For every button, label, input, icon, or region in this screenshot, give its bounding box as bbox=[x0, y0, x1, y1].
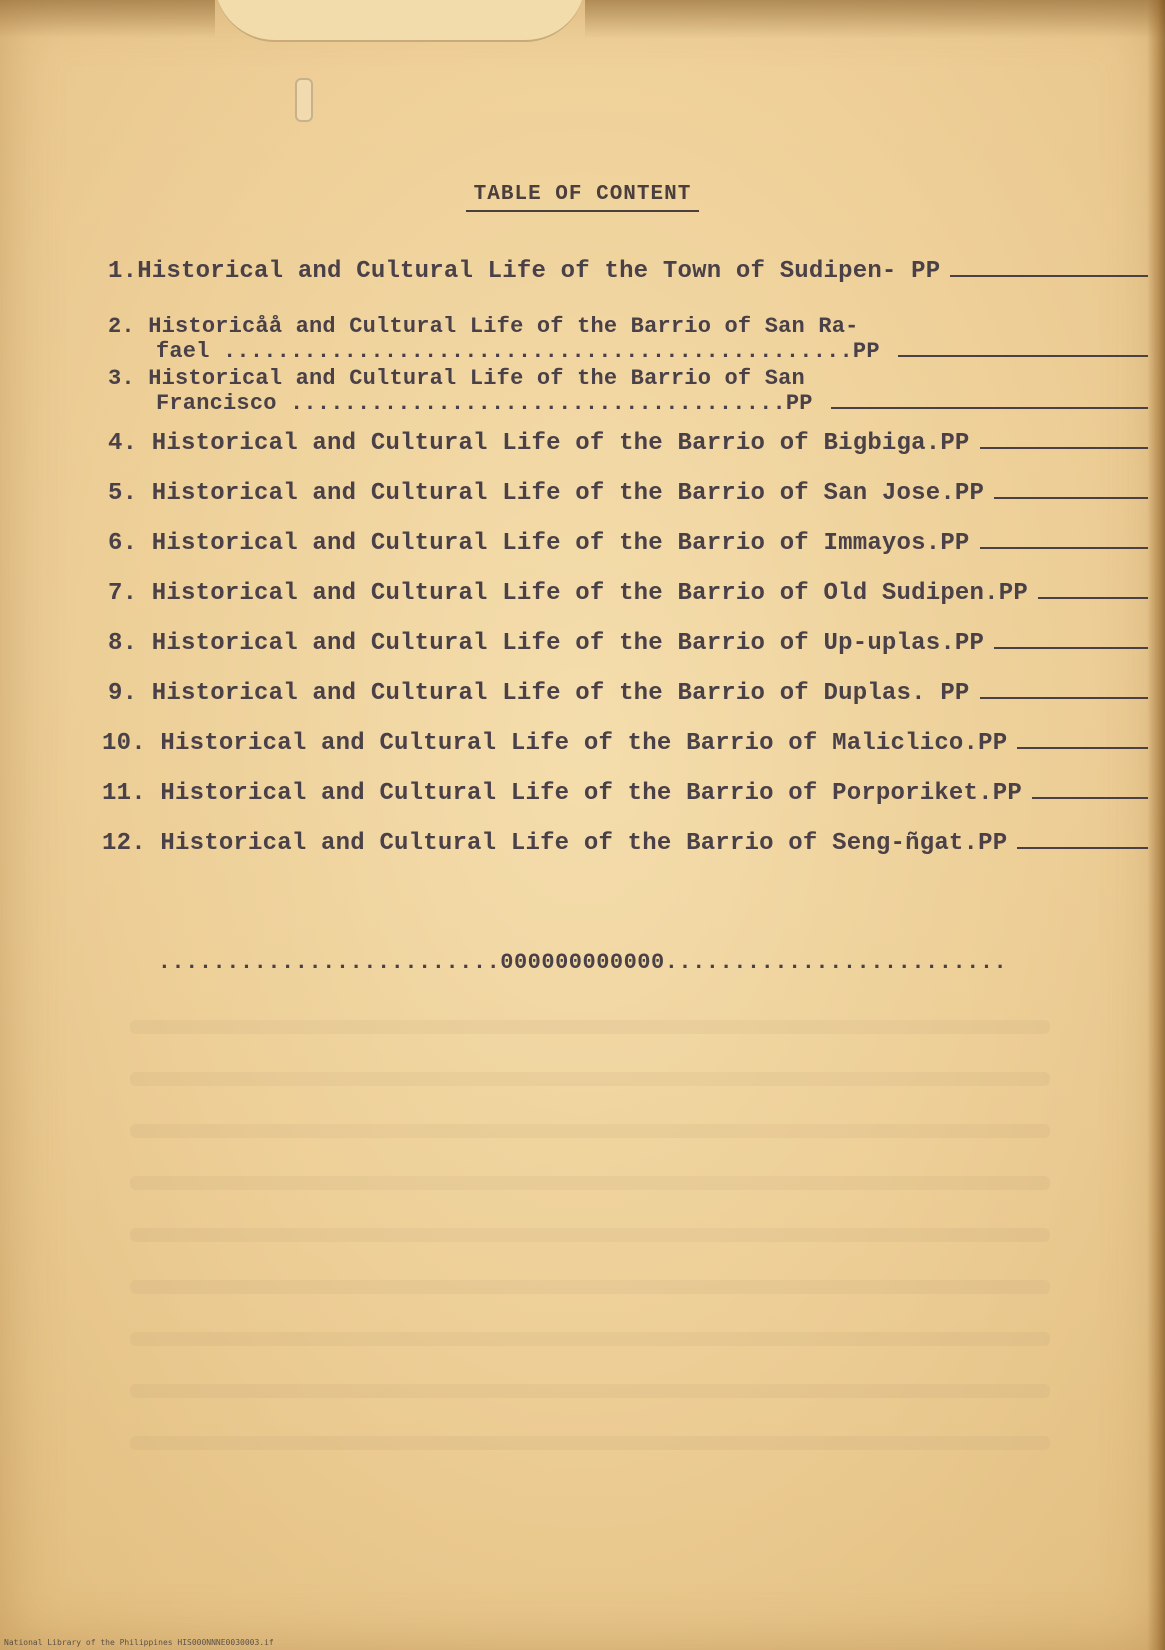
toc-entry bbox=[102, 730, 1148, 780]
toc-entry bbox=[108, 314, 1148, 366]
folder-tab bbox=[215, 0, 585, 42]
page-number-blank bbox=[898, 343, 1148, 357]
page-number-blank bbox=[1032, 781, 1148, 799]
bleed-through-text bbox=[130, 1280, 1050, 1294]
toc-entry bbox=[108, 580, 1148, 630]
toc-entry bbox=[108, 366, 1148, 418]
toc-entry-continuation bbox=[108, 392, 1148, 416]
toc-entry bbox=[108, 258, 1148, 308]
toc-entry-text: 4. Historical and Cultural Life of the Barrio of Bigbiga.PP bbox=[108, 430, 970, 457]
page-edge bbox=[1147, 0, 1165, 1650]
page-number-blank bbox=[950, 259, 1148, 277]
page-number-blank bbox=[831, 395, 1148, 409]
page-shadow bbox=[585, 0, 1165, 38]
bleed-through-text bbox=[130, 1436, 1050, 1450]
bleed-through-text bbox=[130, 1020, 1050, 1034]
page-number-blank bbox=[1038, 581, 1148, 599]
toc-entry bbox=[108, 680, 1148, 730]
toc-entry bbox=[108, 630, 1148, 680]
bleed-through-text bbox=[130, 1384, 1050, 1398]
page-number-blank bbox=[994, 631, 1148, 649]
toc-entry bbox=[108, 480, 1148, 530]
page-title-text: TABLE OF CONTENT bbox=[466, 183, 700, 212]
bleed-through-text bbox=[130, 1176, 1050, 1190]
toc-entry bbox=[102, 780, 1148, 830]
toc-entry-text: 1.Historical and Cultural Life of the Town of Sudipen- PP bbox=[108, 258, 941, 285]
page-number-blank bbox=[994, 481, 1148, 499]
end-separator: .........................000000000000......................... bbox=[157, 950, 1008, 975]
page-title bbox=[0, 183, 1165, 206]
toc-entry bbox=[108, 430, 1148, 480]
toc-entry-text: 5. Historical and Cultural Life of the Barrio of San Jose.PP bbox=[108, 480, 985, 507]
scan-footer: National Library of the Philippines HIS000NNNE0030003.if bbox=[4, 1638, 274, 1647]
paper-mark bbox=[295, 78, 313, 122]
bleed-through-text bbox=[130, 1124, 1050, 1138]
page-number-blank bbox=[980, 681, 1148, 699]
toc-entry-text: fael ...............................................PP bbox=[156, 339, 880, 364]
bleed-through-text bbox=[130, 1072, 1050, 1086]
toc-entry-text: 2. Historicåå and Cultural Life of the Barrio of San Ra- bbox=[108, 314, 859, 339]
toc-entry-text: 11. Historical and Cultural Life of the Barrio of Porporiket.PP bbox=[102, 780, 1022, 807]
page-shadow bbox=[0, 0, 215, 38]
table-of-contents bbox=[102, 258, 1148, 880]
toc-entry-text: 6. Historical and Cultural Life of the Barrio of Immayos.PP bbox=[108, 530, 970, 557]
bleed-through-text bbox=[130, 1332, 1050, 1346]
bleed-through-text bbox=[130, 1228, 1050, 1242]
toc-entry bbox=[102, 830, 1148, 880]
page-number-blank bbox=[1017, 831, 1148, 849]
page-number-blank bbox=[1017, 731, 1148, 749]
toc-entry-text: Francisco .....................................PP bbox=[156, 391, 813, 416]
toc-entry-text: 10. Historical and Cultural Life of the Barrio of Maliclico.PP bbox=[102, 730, 1008, 757]
toc-entry-text: 12. Historical and Cultural Life of the Barrio of Seng-ñgat.PP bbox=[102, 830, 1008, 857]
page-number-blank bbox=[980, 531, 1148, 549]
page-number-blank bbox=[980, 431, 1148, 449]
toc-entry bbox=[108, 530, 1148, 580]
toc-entry-text: 3. Historical and Cultural Life of the Barrio of San bbox=[108, 366, 805, 391]
toc-entry-continuation bbox=[108, 340, 1148, 364]
toc-entry-text: 8. Historical and Cultural Life of the Barrio of Up-uplas.PP bbox=[108, 630, 985, 657]
toc-entry-text: 9. Historical and Cultural Life of the Barrio of Duplas. PP bbox=[108, 680, 970, 707]
toc-entry-text: 7. Historical and Cultural Life of the Barrio of Old Sudipen.PP bbox=[108, 580, 1028, 607]
